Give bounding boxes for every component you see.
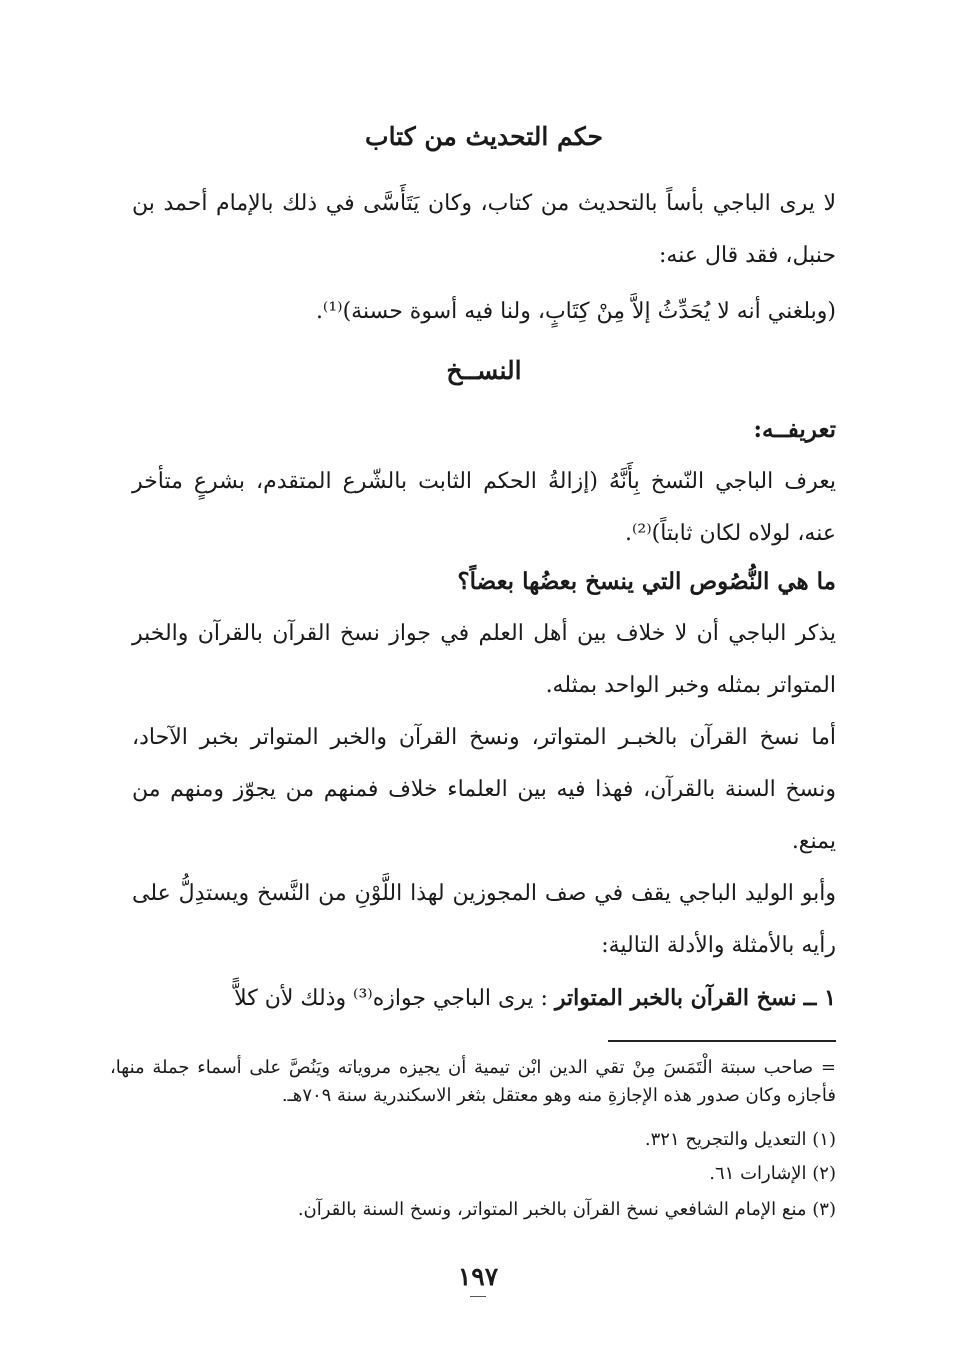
paragraph-5: وأبو الوليد الباجي يقف في صف المجوزين لهذا اللَّوْنِ من النَّسخ ويستدِلُّ على رأيه بالأمثلة والأدلة التالية:	[132, 881, 836, 958]
list-item-1	[132, 972, 836, 1025]
page-number: ١٩٧	[457, 1262, 499, 1291]
definition-label: تعريفــه:	[753, 416, 836, 443]
footnote-2: (٢) الإشارات ٦١.	[709, 1163, 836, 1184]
item-text: : يرى الباجي جوازه⁽³⁾ وذلك لأن كلاًّ	[234, 986, 548, 1011]
footnote-3: (٣) منع الإمام الشافعي نسخ القرآن بالخبر المتواتر، ونسخ السنة بالقرآن.	[297, 1199, 836, 1220]
paragraph-1: لا يرى الباجي بأساً بالتحديث من كتاب، وكان يَتَأَسَّى في ذلك بالإمام أحمد بن حنبل، فقد قال عنه:	[132, 191, 836, 268]
paragraph-3: يذكر الباجي أن لا خلاف بين أهل العلم في جواز نسخ القرآن بالقرآن والخبر المتواتر بمثله وخبر الواحد بمثله.	[132, 621, 836, 698]
page-number-underline	[470, 1296, 486, 1297]
item-number: ١ ــ	[803, 985, 836, 1011]
section-heading-naskh: النســخ	[446, 356, 522, 385]
footnote-divider	[608, 1040, 836, 1042]
footnote-continuation: = صاحب سبتة الْتَمَسَ مِنْ تقي الدين ابْن تيمية أن يجيزه مروياته ويَنُصَّ على أسماء جملة منها، فأجازه وكان صدور هذه الإجازةِ منه وهو معتقل بثغر الاسكندرية سنة ٧٠٩هـ.	[110, 1057, 836, 1106]
paragraph-2: يعرف الباجي النّسخ بِأَنَّهُ (إزالةُ الحكم الثابت بالشّرع المتقدم، بشرعٍ متأخر عنه، لولاه لكان ثابتاً)⁽²⁾.	[132, 469, 836, 546]
page-title: حكم التحديث من كتاب	[365, 122, 603, 151]
paragraph-4: أما نسخ القرآن بالخبـر المتواتر، ونسخ القرآن والخبر المتواتر بخبر الآحاد، ونسخ السنة بالقرآن، فهذا فيه بين العلماء خلاف فمنهم من يجوّز ومنهم من يمنع.	[132, 725, 836, 854]
question-heading: ما هي النُّصُوص التي ينسخ بعضُها بعضاً؟	[457, 568, 836, 595]
item-heading: نسخ القرآن بالخبر المتواتر	[554, 985, 797, 1011]
quote-1: (وبلغني أنه لا يُحَدِّثُ إلاَّ مِنْ كِتَابٍ، ولنا فيه أسوة حسنة)⁽¹⁾.	[315, 299, 836, 324]
footnote-1: (١) التعديل والتجريح ٣٢١.	[644, 1129, 836, 1150]
